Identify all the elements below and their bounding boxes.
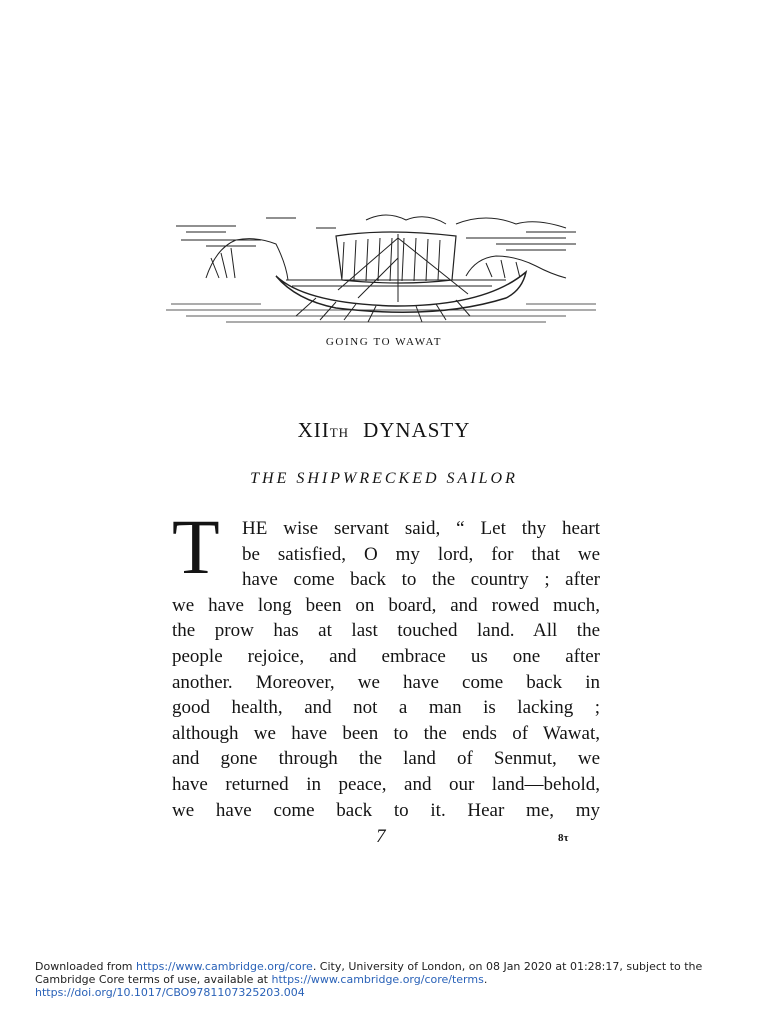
body-line: HE wise servant said, “ Let thy heart <box>242 518 600 539</box>
body-line: people rejoice, and embrace us one after <box>172 645 600 667</box>
signature-mark: 8τ <box>558 832 569 844</box>
body-line: be satisfied, O my lord, for that we <box>242 543 600 565</box>
body-line: and gone through the land of Senmut, we <box>172 748 600 770</box>
body-line: we have come back to it. Hear me, my <box>172 799 600 821</box>
body-line: although we have been to the ends of Wawat, <box>172 722 600 744</box>
cambridge-terms-link[interactable]: https://www.cambridge.org/core/terms <box>271 973 484 986</box>
cambridge-core-link[interactable]: https://www.cambridge.org/core <box>136 960 313 973</box>
chapter-numeral: XII <box>297 418 330 442</box>
story-title: THE SHIPWRECKED SAILOR <box>250 470 518 487</box>
body-line: have come back to the country ; after <box>242 569 600 591</box>
body-line: have returned in peace, and our land—behold, <box>172 773 600 795</box>
chapter-suffix: TH <box>329 425 350 440</box>
footer-prefix: Downloaded from <box>35 960 137 973</box>
drop-cap: T <box>172 503 220 590</box>
download-footer <box>35 960 735 999</box>
body-line: we have long been on board, and rowed much, <box>172 594 600 616</box>
illustration-caption: GOING TO WAWAT <box>325 336 443 348</box>
page-number: 7 <box>376 826 386 847</box>
body-line: another. Moreover, we have come back in <box>172 671 600 693</box>
chapter-title <box>0 418 768 443</box>
footer-period: . <box>483 973 488 986</box>
chapter-dynasty: DYNASTY <box>363 418 471 442</box>
sailing-ship-illustration <box>166 198 596 328</box>
body-text <box>172 516 600 823</box>
body-line: good health, and not a man is lacking ; <box>172 697 600 719</box>
doi-link[interactable]: https://doi.org/10.1017/CBO9781107325203.004 <box>35 986 305 999</box>
footer-middle: . City, University of London, on 08 Jan 2020 at 01:28:17, subject to the Cambridge Core terms of use, available at <box>35 960 703 986</box>
body-line: the prow has at last touched land. All the <box>172 620 600 642</box>
